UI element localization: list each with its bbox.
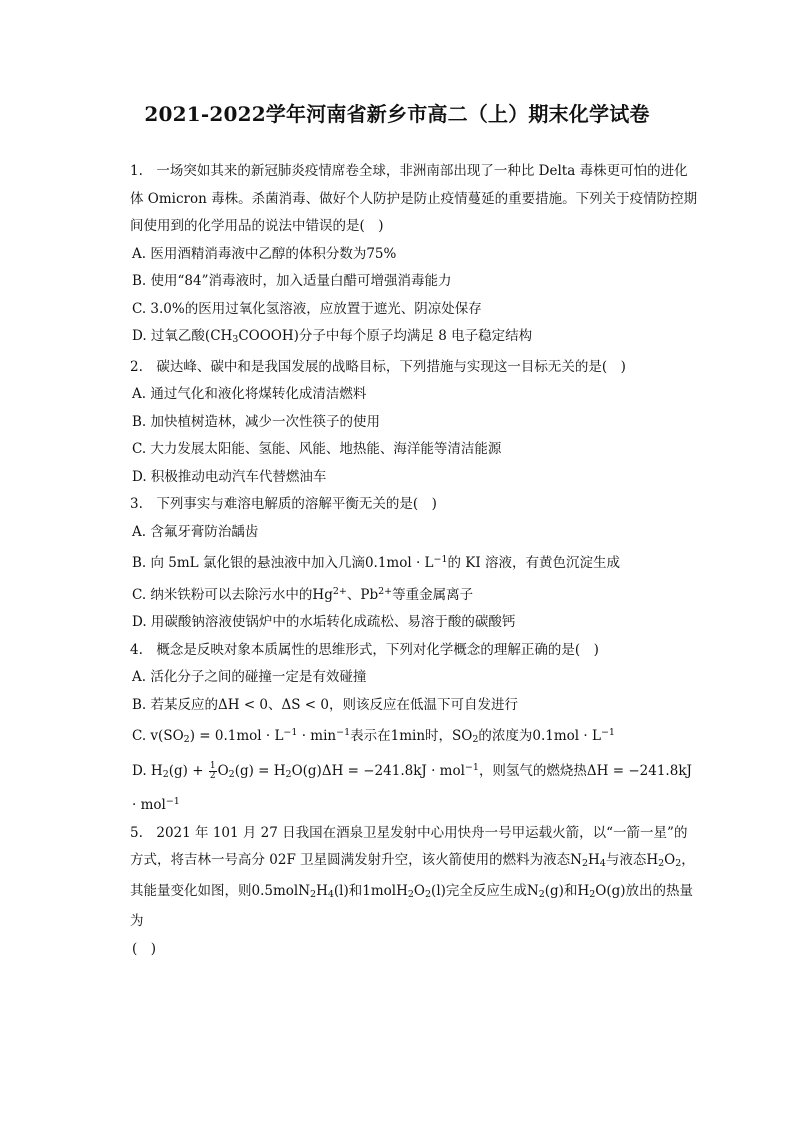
question-2-option-d: D. 积极推动电动汽车代替燃油车 [132,468,327,485]
question-3-option-c: C. 纳米铁粉可以去除污水中的$Hg^{2+}$、$Pb^{2+}$等重金属离子 [132,585,474,603]
question-3 [130,491,700,637]
question-4-option-d: D. $H_2(g)$ + $\frac{1}{2}$ $O_2(g) = H_2O(g)\Delta H = -241.8kJ \cdot mol^{-1}$，则氢气的燃烧热ΔH = −241.8kJ · mol$^{-1}$ [132,760,692,813]
page-title: 2021-2022学年河南省新乡市高二（上）期末化学试卷 [144,102,650,126]
question-3-option-d: D. 用碳酸钠溶液使锅炉中的水垢转化成疏松、易溶于酸的碳酸钙 [132,614,516,630]
question-5-answer-blank: ( ) [132,940,157,957]
question-4-option-b: B. 若某反应的ΔH < 0、ΔS < 0，则该反应在低温下可自发进行 [132,696,518,713]
question-2 [130,354,700,492]
question-4-option-c: C. $v(SO_2) = 0.1mol \cdot L^{-1} \cdot \min^{-1}$表示在1min时，$SO_2$的浓度为$0.1mol \cdot L^{-1}$ [132,727,615,745]
question-1-stem: 1. 一场突如其来的新冠肺炎疫情席卷全球，非洲南部出现了一种比 Delta 毒株更可怕的进化体 Omicron 毒株。杀菌消毒、做好个人防护是防止疫情蔓延的重要措施。下列关于疫情防控期间使用到的化学用品的说法中错误的是( ) [130,163,698,234]
question-list [130,158,700,963]
question-5-stem: 5. 2021 年 101 月 27 日我国在酒泉卫星发射中心用快舟一号甲运载火箭，以“一箭一星”的方式，将吉林一号高分 02F 卫星圆满发射升空，该火箭使用的燃料为液态$N_2H_4$与液态$H_2O_2$，其能量变化如图，则$0.5molN_2H_4(l)$和$1molH_2O_2(l)$完全反应生成$N_2(g)$和$H_2O(g)$放出的热量为 [130,824,695,929]
question-4-stem: 4. 概念是反映对象本质属性的思维形式，下列对化学概念的理解正确的是( ) [130,641,599,658]
question-2-stem: 2. 碳达峰、碳中和是我国发展的战略目标，下列措施与实现这一目标无关的是( ) [130,358,626,375]
question-1-option-b: B. 使用“84”消毒液时，加入适量白醋可增强消毒能力 [132,273,452,289]
question-1-option-c: C. 3.0%的医用过氧化氢溶液，应放置于遮光、阴凉处保存 [132,300,482,317]
question-2-option-c: C. 大力发展太阳能、氢能、风能、地热能、海洋能等清洁能源 [132,441,502,457]
question-4 [130,637,700,820]
question-3-stem: 3. 下列事实与难溶电解质的溶解平衡无关的是( ) [130,496,437,512]
question-2-option-b: B. 加快植树造林，减少一次性筷子的使用 [132,413,381,430]
question-2-option-a: A. 通过气化和液化将煤转化成清洁燃料 [132,386,367,402]
question-1 [130,158,700,354]
question-4-option-a: A. 活化分子之间的碰撞一定是有效碰撞 [132,669,367,685]
question-1-option-a: A. 医用酒精消毒液中乙醇的体积分数为75% [132,245,397,262]
question-3-option-b: B. 向 5mL 氯化银的悬浊液中加入几滴$0.1mol \cdot L^{-1}$的 KI 溶液，有黄色沉淀生成 [132,554,621,571]
question-1-option-d: D. 过氧乙酸$(CH_3COOOH)$分子中每个原子均满足 8 电子稳定结构 [132,328,533,345]
question-5 [130,820,700,964]
question-3-option-a: A. 含氟牙膏防治龋齿 [132,523,259,540]
fraction-one-half: $\frac{1}{2}$ [209,760,216,781]
